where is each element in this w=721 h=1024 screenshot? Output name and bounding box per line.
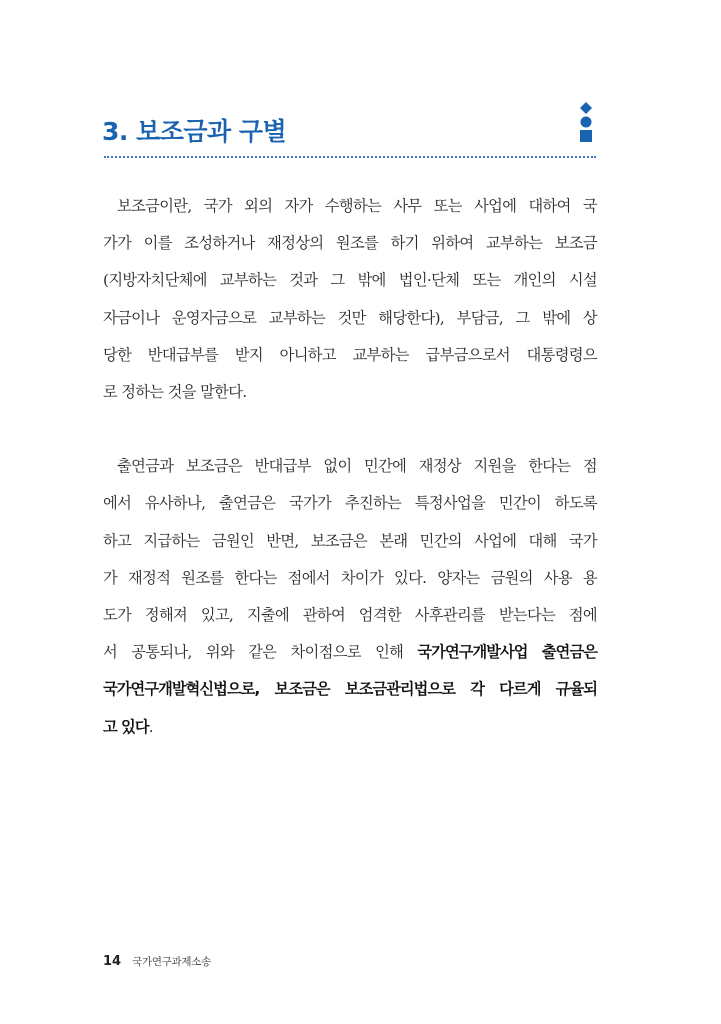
text-line: 자금이나 운영자금으로 교부하는 것만 해당한다), 부담금, 그 밖에 상 — [103, 308, 597, 327]
text-line: 하고 지급하는 금원인 반면, 보조금은 본래 민간의 사업에 대해 국가 — [103, 531, 597, 550]
text-segment: . — [148, 717, 153, 736]
title-dotted-divider — [104, 156, 596, 158]
text-line — [103, 671, 597, 708]
body-text — [103, 188, 597, 746]
paragraph-contribution-vs-subsidy — [103, 448, 597, 746]
section-title: 3. 보조금과 구별 — [102, 117, 287, 146]
text-line: 에서 유사하나, 출연금은 국가가 추진하는 특정사업을 민간이 하도록 — [103, 494, 597, 513]
bold-emphasis: 고 있다 — [103, 717, 149, 736]
bold-emphasis: 국가연구개발혁신법으로, 보조금은 보조금관리법으로 각 다르게 규율되 — [103, 680, 597, 699]
text-segment: 서 공통되나, 위와 같은 차이점으로 인해 — [103, 643, 418, 662]
bold-emphasis: 국가연구개발사업 출연금은 — [417, 643, 597, 662]
paragraph-subsidy-definition — [103, 188, 597, 411]
page-footer — [103, 950, 211, 969]
text-line: 가 재정적 원조를 한다는 점에서 차이가 있다. 양자는 금원의 사용 용 — [103, 568, 597, 587]
text-line: 가가 이를 조성하거나 재정상의 원조를 하기 위하여 교부하는 보조금 — [103, 234, 597, 253]
text-line: 출연금과 보조금은 반대급부 없이 민간에 재정상 지원을 한다는 점 — [117, 457, 597, 476]
text-line: (지방자치단체에 교부하는 것과 그 밖에 법인·단체 또는 개인의 시설 — [103, 271, 597, 290]
text-line — [103, 709, 597, 746]
text-line: 로 정하는 것을 말한다. — [103, 383, 247, 402]
text-line: 도가 정해져 있고, 지출에 관하여 엄격한 사후관리를 받는다는 점에 — [103, 606, 597, 625]
text-line — [103, 634, 597, 671]
text-line: 보조금이란, 국가 외의 자가 수행하는 사무 또는 사업에 대하여 국 — [117, 197, 597, 215]
text-line: 당한 반대급부를 받지 아니하고 교부하는 급부금으로서 대통령령으 — [103, 345, 597, 364]
running-book-title: 국가연구과제소송 — [132, 956, 211, 968]
page-number: 14 — [103, 954, 122, 969]
diamond-circle-square-icon — [578, 102, 594, 142]
